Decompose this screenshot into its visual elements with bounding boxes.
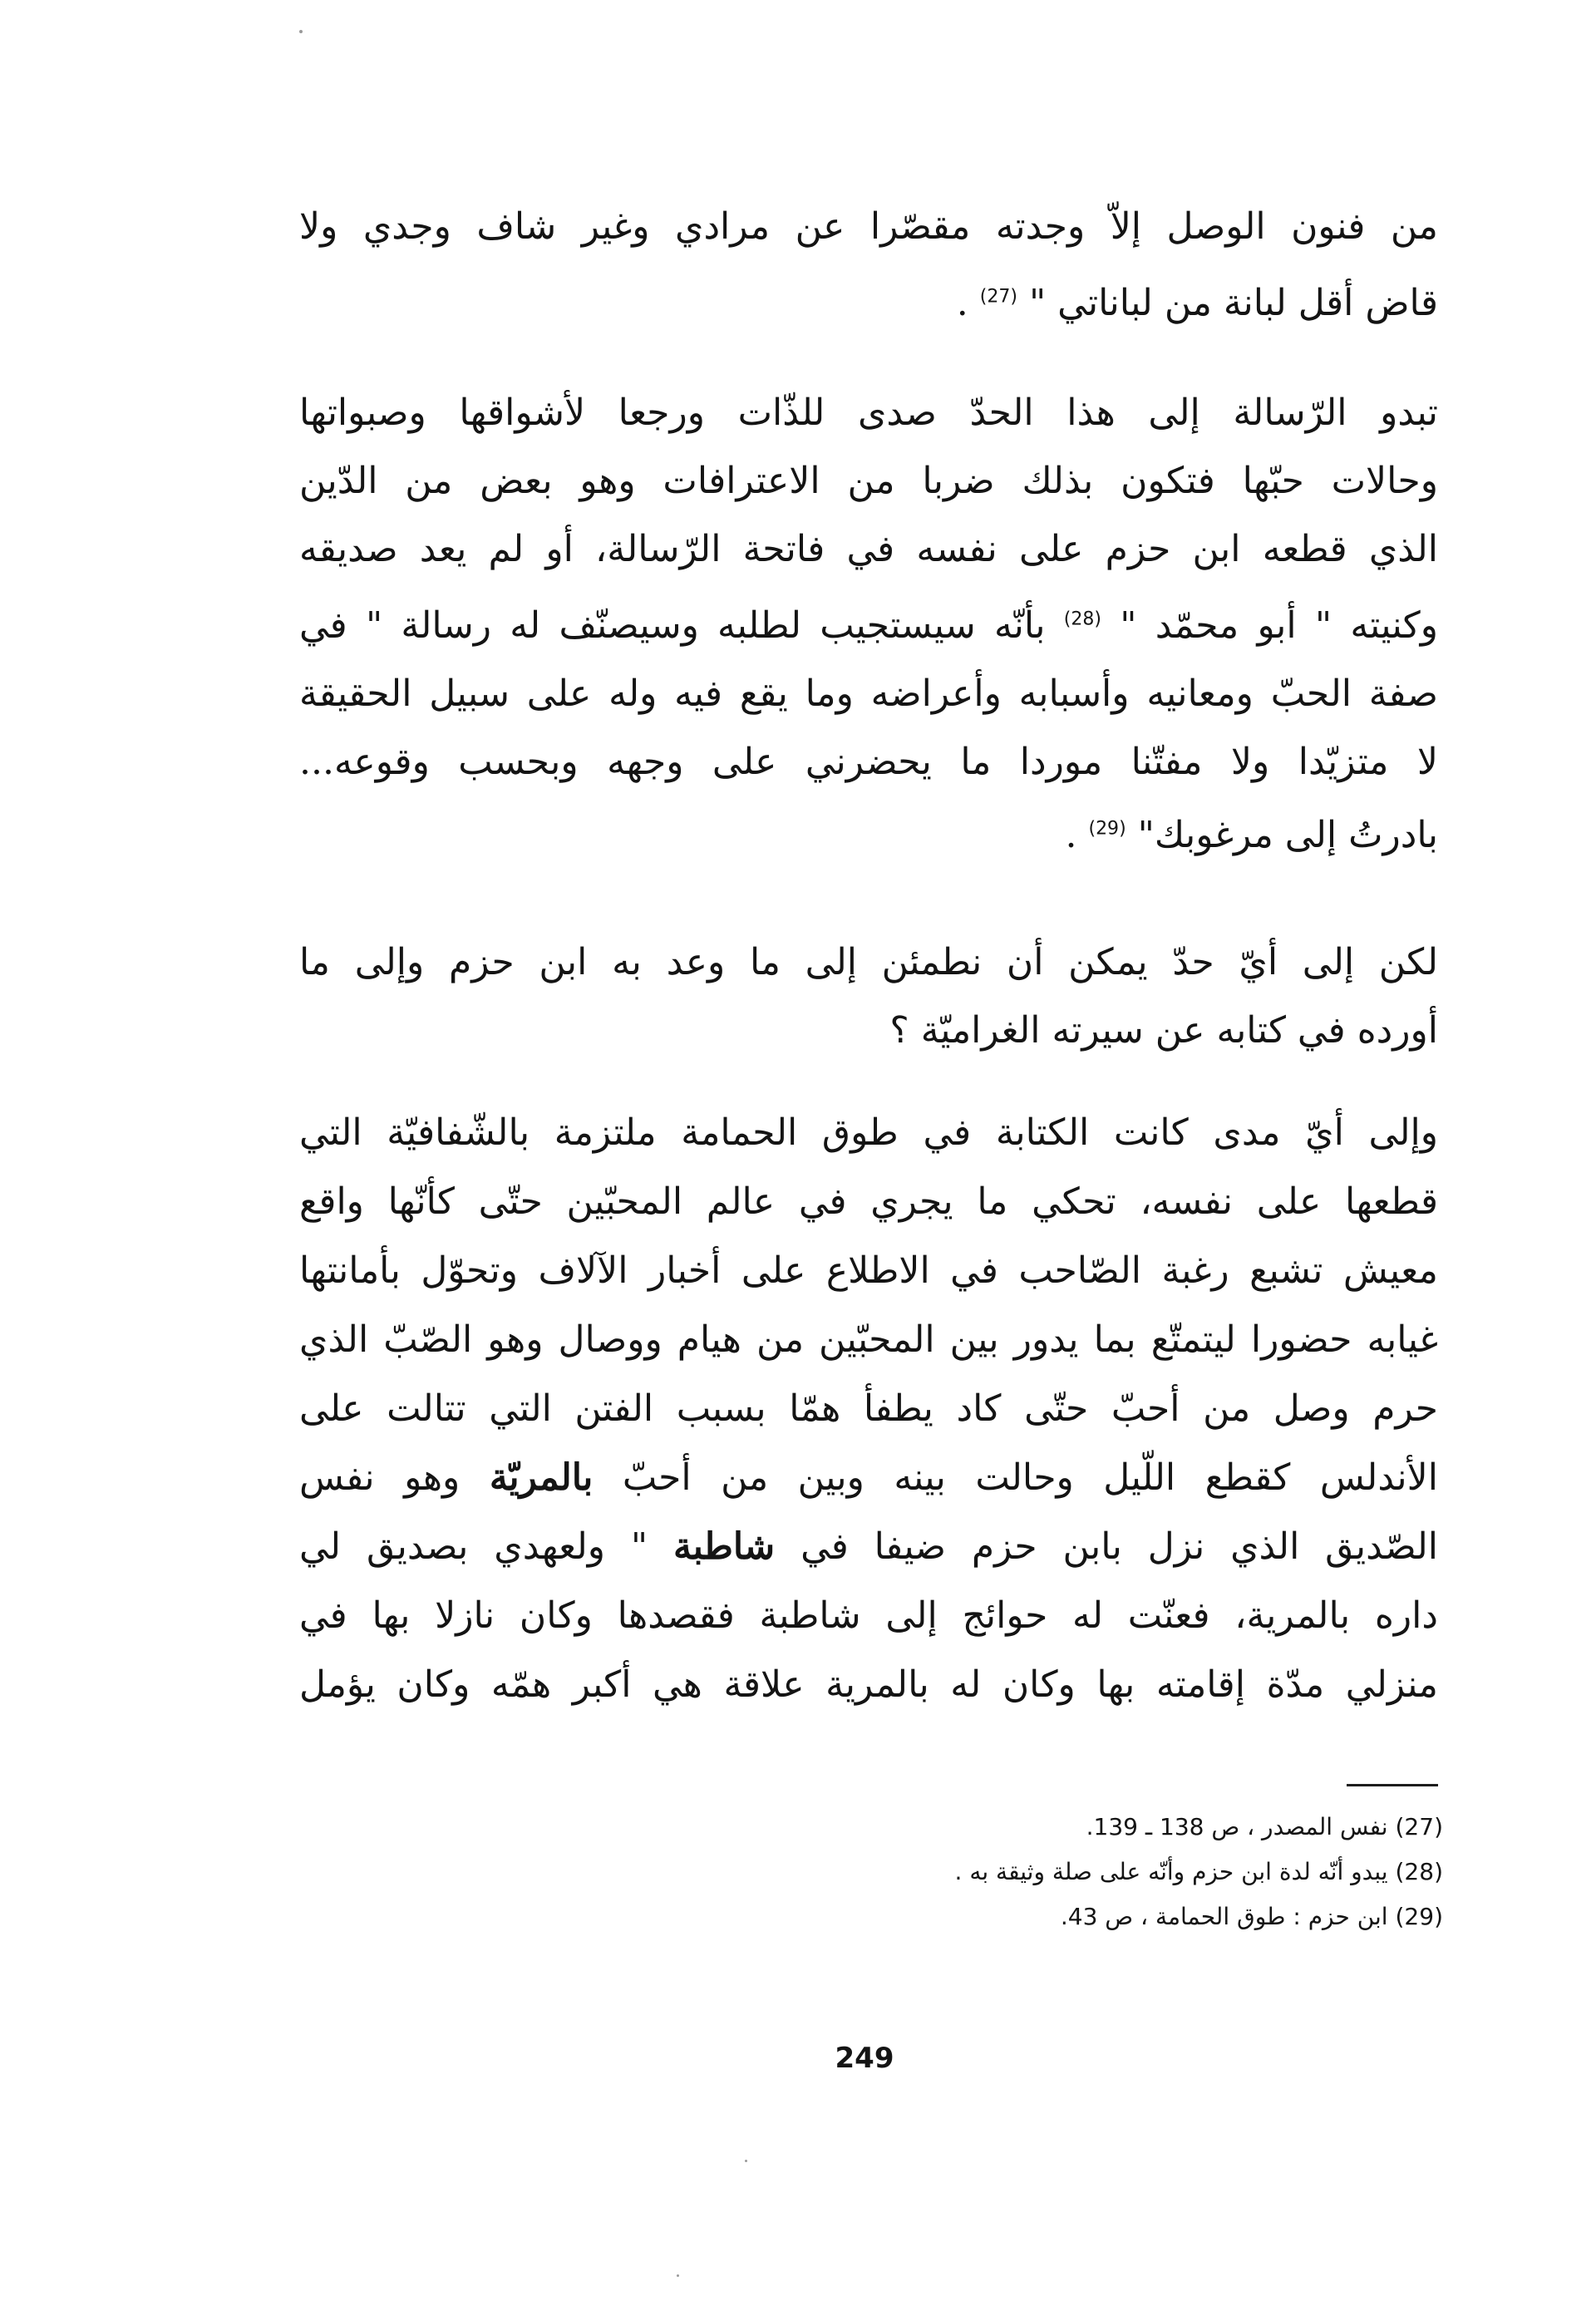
scan-speck [299, 30, 303, 33]
footnotes [748, 1812, 1443, 1947]
bold-place-name: بالمريّة [489, 1456, 594, 1499]
text-line: من فنون الوصل إلاّ وجدته مقصّرا عن مرادي وغير شاف وجدي ولا [299, 205, 1438, 248]
line-segment: وكنيته " أبو محمّد " [1101, 604, 1438, 647]
text-line: داره بالمرية، فعنّت له حوائج إلى شاطبة فقصدها وكان نازلا بها في [299, 1594, 1438, 1637]
footnote-reference: (28) [1063, 609, 1101, 630]
line-segment: الأندلس كقطع اللّيل وحالت بينه وبين من أحبّ [593, 1456, 1438, 1499]
text-line: أورده في كتابه عن سيرته الغراميّة ؟ [889, 1009, 1438, 1052]
footnote-27: (27) نفس المصدر ، ص 138 ـ 139. [1086, 1813, 1443, 1840]
page-number: 249 [835, 2042, 894, 2075]
paragraph-2 [299, 392, 1438, 856]
paragraph-4 [299, 1112, 1438, 1706]
text-line: صفة الحبّ ومعانيه وأسبابه وأعراضه وما يقع فيه وله على سبيل الحقيقة [299, 673, 1438, 715]
text-line [299, 283, 1438, 324]
text-line [299, 1457, 1438, 1499]
scan-speck [677, 2274, 679, 2277]
line-segment: قاض أقل لبانة من لباناتي " [1017, 282, 1438, 324]
footnote-reference: (29) [1088, 818, 1126, 840]
line-segment: . [1065, 814, 1089, 856]
text-line [299, 605, 1438, 647]
bold-place-name: شاطبة [673, 1525, 776, 1568]
text-line: وإلى أيّ مدى كانت الكتابة في طوق الحمامة ملتزمة بالشّفافيّة التي [299, 1111, 1438, 1154]
line-segment: . [956, 282, 980, 324]
scan-speck [745, 2160, 747, 2162]
line-segment: بأنّه سيستجيب لطلبه وسيصنّف له رسالة " في [299, 604, 1064, 647]
footnote-divider [1347, 1784, 1438, 1786]
text-line: تبدو الرّسالة إلى هذا الحدّ صدى للذّات ورجعا لأشواقها وصبواتها [299, 392, 1438, 434]
text-line [299, 1526, 1438, 1568]
text-line: وحالات حبّها فتكون بذلك ضربا من الاعترافات وهو بعض من الدّين [299, 460, 1438, 502]
text-line: غيابه حضورا ليتمتّع بما يدور بين المحبّين من هيام ووصال وهو الصّبّ الذي [299, 1318, 1438, 1361]
paragraph-1 [299, 206, 1438, 324]
text-line: لا متزيّدا ولا مفتّنا موردا ما يحضرني على وجهه وبحسب وقوعه... [299, 741, 1438, 783]
text-line [299, 815, 1438, 856]
text-line: لكن إلى أيّ حدّ يمكن أن نطمئن إلى ما وعد به ابن حزم وإلى ما [299, 941, 1438, 983]
line-segment: وهو نفس [299, 1456, 490, 1499]
paragraph-3 [299, 942, 1438, 1052]
text-line: الذي قطعه ابن حزم على نفسه في فاتحة الرّسالة، أو لم يعد صديقه [299, 528, 1438, 570]
footnote-28: (28) يبدو أنّه لدة ابن حزم وأنّه على صلة وثيقة به . [954, 1858, 1443, 1885]
footnote-reference: (27) [979, 286, 1017, 308]
text-line: منزلي مدّة إقامته بها وكان له بالمرية علاقة هي أكبر همّه وكان يؤمل [299, 1663, 1438, 1706]
line-segment: الصّديق الذي نزل بابن حزم ضيفا في [775, 1525, 1438, 1568]
text-line: حرم وصل من أحبّ حتّى كاد يطفأ همّا بسبب الفتن التي تتالت على [299, 1387, 1438, 1430]
text-line: قطعها على نفسه، تحكي ما يجري في عالم المحبّين حتّى كأنّها واقع [299, 1180, 1438, 1223]
line-segment: بادرتُ إلى مرغوبك" [1126, 814, 1438, 856]
text-line: معيش تشبع رغبة الصّاحب في الاطلاع على أخبار الآلاف وتحوّل بأمانتها [299, 1249, 1438, 1292]
footnote-29: (29) ابن حزم : طوق الحمامة ، ص 43. [1060, 1903, 1443, 1930]
line-segment: " ولعهدي بصديق لي [299, 1525, 674, 1568]
